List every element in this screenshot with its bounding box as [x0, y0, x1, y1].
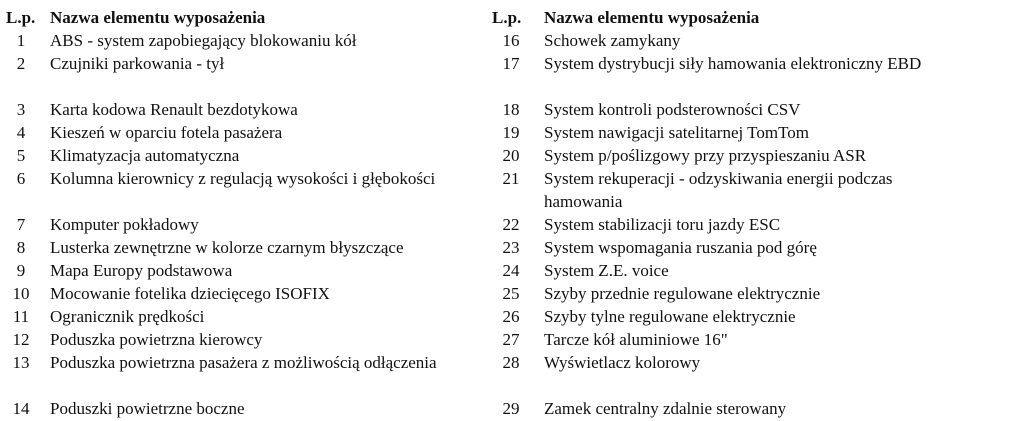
table-row — [492, 167, 1020, 213]
row-number: 18 — [502, 100, 520, 119]
equipment-name: System stabilizacji toru jazdy ESC — [544, 215, 781, 234]
equipment-name: ABS - system zapobiegający blokowaniu kół — [50, 31, 357, 50]
equipment-name: Karta kodowa Renault bezdotykowa — [50, 100, 298, 119]
table-row — [492, 121, 1020, 144]
row-number: 28 — [502, 353, 520, 372]
equipment-name: Tarcze kół aluminiowe 16" — [544, 330, 728, 349]
equipment-name: System kontroli podsterowności CSV — [544, 100, 801, 119]
equipment-name: Lusterka zewnętrzne w kolorze czarnym błyszczące — [50, 238, 404, 257]
row-number: 27 — [502, 330, 520, 349]
row-number: 9 — [16, 261, 26, 280]
table-header-left — [6, 6, 486, 29]
table-row — [492, 98, 1020, 121]
equipment-name: Szyby tylne regulowane elektrycznie — [544, 307, 796, 326]
equipment-name: Poduszka powietrzna pasażera z możliwością odłączenia — [50, 353, 437, 372]
table-row — [492, 259, 1020, 282]
lp-column-header: L.p. — [6, 8, 36, 27]
table-row — [6, 144, 486, 167]
name-column-header: Nazwa elementu wyposażenia — [50, 8, 266, 27]
row-number: 25 — [502, 284, 520, 303]
equipment-name: Mocowanie fotelika dziecięcego ISOFIX — [50, 284, 330, 303]
equipment-name: Poduszki powietrzne boczne — [50, 399, 245, 418]
row-number: 23 — [502, 238, 520, 257]
equipment-name: Schowek zamykany — [544, 31, 681, 50]
equipment-name: System rekuperacji - odzyskiwania energii podczas hamowania — [544, 169, 893, 211]
name-column-header: Nazwa elementu wyposażenia — [544, 8, 760, 27]
equipment-name: Ogranicznik prędkości — [50, 307, 205, 326]
equipment-name: Czujniki parkowania - tył — [50, 54, 225, 73]
equipment-table-right — [492, 6, 1020, 420]
table-row — [6, 397, 486, 420]
table-row — [492, 351, 1020, 397]
row-number: 6 — [16, 169, 26, 188]
table-body-left — [6, 29, 486, 420]
row-number: 14 — [12, 399, 30, 418]
row-number: 8 — [16, 238, 26, 257]
row-number: 22 — [502, 215, 520, 234]
equipment-name: Szyby przednie regulowane elektrycznie — [544, 284, 821, 303]
equipment-name: Mapa Europy podstawowa — [50, 261, 233, 280]
equipment-name: Wyświetlacz kolorowy — [544, 353, 701, 372]
table-row — [6, 305, 486, 328]
row-number: 5 — [16, 146, 26, 165]
equipment-name: System wspomagania ruszania pod górę — [544, 238, 817, 257]
row-number: 17 — [502, 54, 520, 73]
table-row — [492, 144, 1020, 167]
row-number: 10 — [12, 284, 30, 303]
table-row — [6, 282, 486, 305]
row-number: 16 — [502, 31, 520, 50]
table-body-right — [492, 29, 1020, 420]
table-row — [492, 397, 1020, 420]
row-number: 1 — [16, 31, 26, 50]
row-number: 4 — [16, 123, 26, 142]
equipment-name: Poduszka powietrzna kierowcy — [50, 330, 263, 349]
equipment-name: Kolumna kierownicy z regulacją wysokości i głębokości — [50, 169, 436, 188]
table-row — [6, 98, 486, 121]
table-row — [492, 305, 1020, 328]
table-row — [492, 236, 1020, 259]
equipment-name: System nawigacji satelitarnej TomTom — [544, 123, 810, 142]
table-row — [6, 259, 486, 282]
table-row — [6, 167, 486, 213]
row-number: 29 — [502, 399, 520, 418]
table-row — [6, 52, 486, 98]
row-number: 11 — [12, 307, 30, 326]
row-number: 21 — [502, 169, 520, 188]
table-row — [492, 52, 1020, 98]
row-number: 12 — [12, 330, 30, 349]
table-row — [6, 328, 486, 351]
equipment-name: System p/poślizgowy przy przyspieszaniu ASR — [544, 146, 867, 165]
row-number: 26 — [502, 307, 520, 326]
equipment-table-left — [6, 6, 486, 420]
row-number: 3 — [16, 100, 26, 119]
table-row — [492, 213, 1020, 236]
equipment-name: System dystrybucji siły hamowania elektroniczny EBD — [544, 54, 922, 73]
table-row — [6, 351, 486, 397]
table-row — [6, 121, 486, 144]
table-row — [492, 29, 1020, 52]
row-number: 24 — [502, 261, 520, 280]
equipment-name: Komputer pokładowy — [50, 215, 199, 234]
equipment-name: Klimatyzacja automatyczna — [50, 146, 240, 165]
row-number: 19 — [502, 123, 520, 142]
row-number: 13 — [12, 353, 30, 372]
table-row — [6, 29, 486, 52]
equipment-name: System Z.E. voice — [544, 261, 669, 280]
row-number: 7 — [16, 215, 26, 234]
equipment-name: Zamek centralny zdalnie sterowany — [544, 399, 787, 418]
table-row — [492, 328, 1020, 351]
table-row — [6, 236, 486, 259]
lp-column-header: L.p. — [492, 8, 522, 27]
table-header-right — [492, 6, 1020, 29]
row-number: 20 — [502, 146, 520, 165]
equipment-name: Kieszeń w oparciu fotela pasażera — [50, 123, 283, 142]
table-row — [492, 282, 1020, 305]
row-number: 2 — [16, 54, 26, 73]
table-row — [6, 213, 486, 236]
